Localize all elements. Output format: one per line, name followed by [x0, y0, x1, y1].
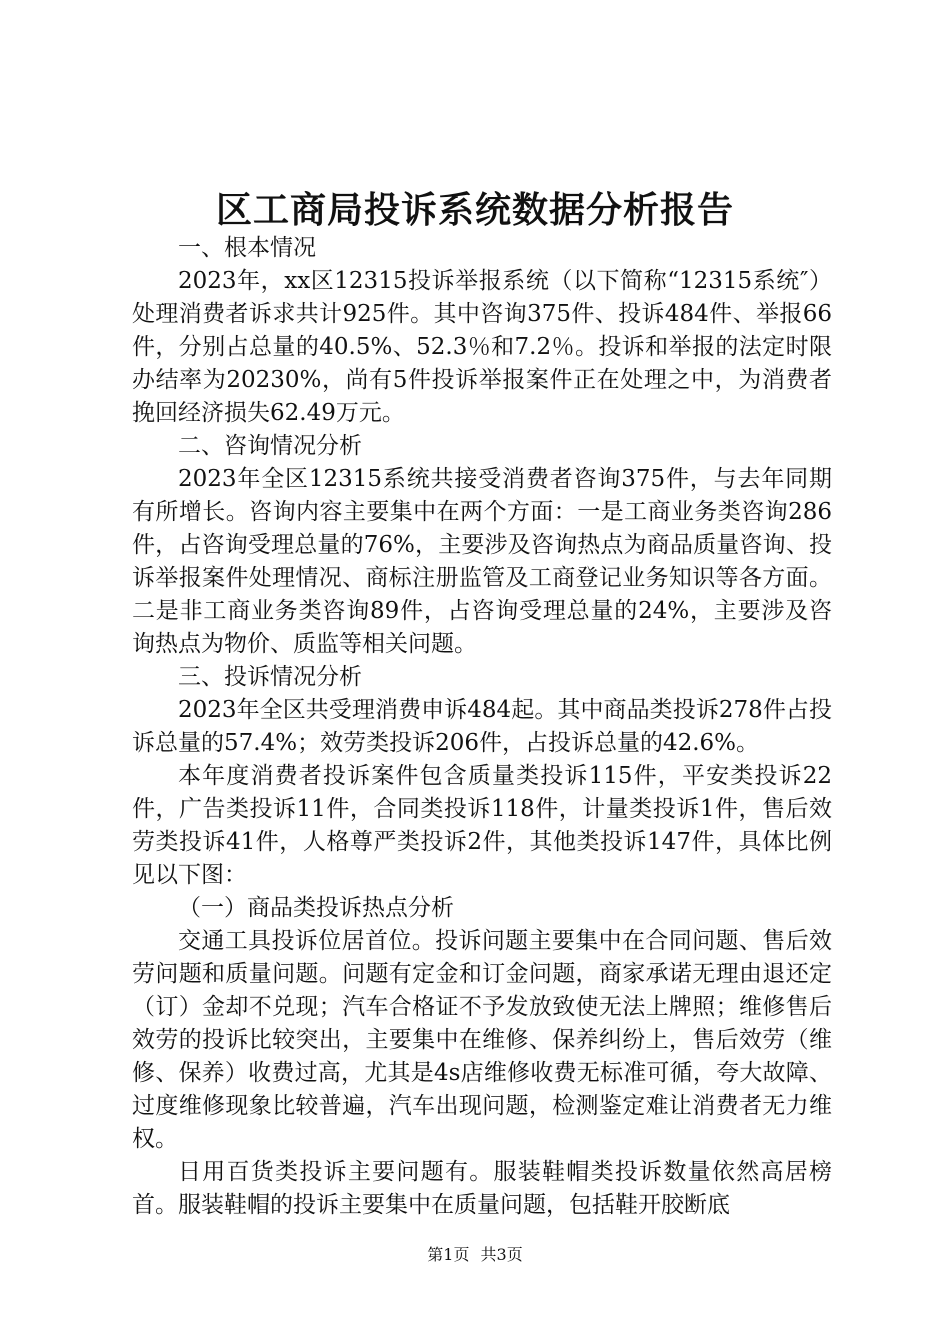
subsection-heading-goods: （一）商品类投诉热点分析	[178, 895, 454, 921]
section-heading-complaints: 三、投诉情况分析	[178, 664, 362, 690]
section-heading-basic: 一、根本情况	[178, 235, 316, 261]
paragraph-complaints-breakdown: 本年度消费者投诉案件包含质量类投诉115件，平安类投诉22件，广告类投诉11件，合同类投诉118件，计量类投诉1件，售后效劳类投诉41件，人格尊严类投诉2件，其他类投诉147件，具体比例见以下图：	[132, 763, 832, 888]
paragraph-daily-goods: 日用百货类投诉主要问题有。服装鞋帽类投诉数量依然高居榜首。服装鞋帽的投诉主要集中在质量问题，包括鞋开胶断底	[132, 1159, 832, 1218]
document-title: 区工商局投诉系统数据分析报告	[215, 189, 734, 231]
page-number: 第1页	[427, 1245, 470, 1264]
paragraph-basic-situation: 2023年，xx区12315投诉举报系统（以下简称“12315系统″）处理消费者诉求共计925件。其中咨询375件、投诉484件、举报66件，分别占总量的40.5%、52.3％和7.2％。投诉和举报的法定时限办结率为20230%，尚有5件投诉举报案件正在处理之中，为消费者挽回经济损失62.49万元。	[132, 268, 832, 426]
paragraph-vehicles: 交通工具投诉位居首位。投诉问题主要集中在合同问题、售后效劳问题和质量问题。问题有定金和订金问题，商家承诺无理由退还定（订）金却不兑现；汽车合格证不予发放致使无法上牌照；维修售后效劳的投诉比较突出，主要集中在维修、保养纠纷上，售后效劳（维修、保养）收费过高，尤其是4s店维修收费无标准可循，夸大故障、过度维修现象比较普遍，汽车出现问题，检测鉴定难让消费者无力维权。	[132, 928, 832, 1152]
paragraph-consultation: 2023年全区12315系统共接受消费者咨询375件，与去年同期有所增长。咨询内容主要集中在两个方面：一是工商业务类咨询286件，占咨询受理总量的76%，主要涉及咨询热点为商品质量咨询、投诉举报案件处理情况、商标注册监管及工商登记业务知识等各方面。二是非工商业务类咨询89件，占咨询受理总量的24%，主要涉及咨询热点为物价、质监等相关问题。	[132, 466, 832, 657]
page-count: 共3页	[480, 1245, 523, 1264]
section-heading-consultation: 二、咨询情况分析	[178, 433, 362, 459]
paragraph-complaints-total: 2023年全区共受理消费申诉484起。其中商品类投诉278件占投诉总量的57.4%；效劳类投诉206件，占投诉总量的42.6%。	[132, 697, 832, 756]
document-body	[132, 232, 832, 1222]
page-footer	[0, 1244, 950, 1266]
